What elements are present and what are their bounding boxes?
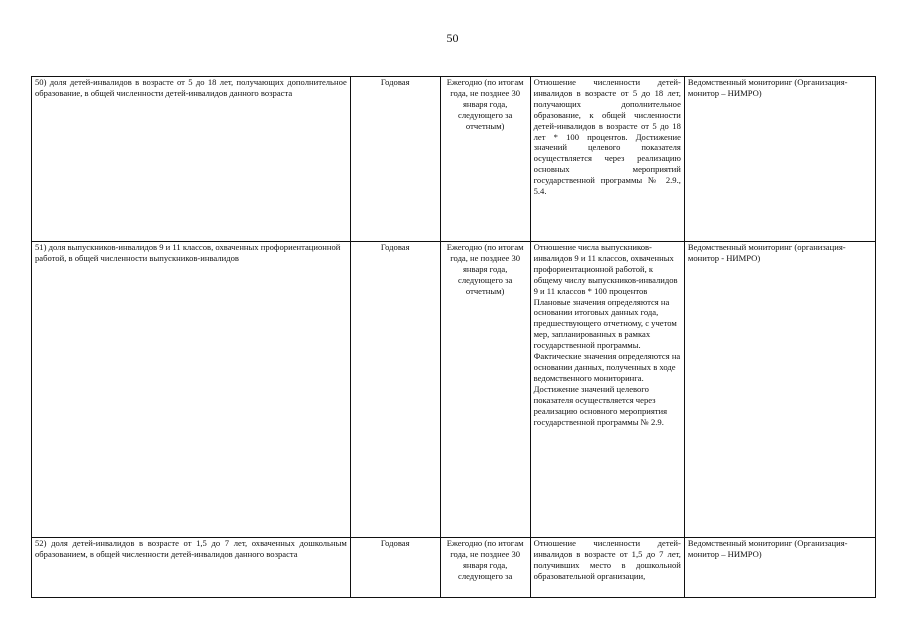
method-cell: Отношение числа выпускников-инвалидов 9 и 11 классов, охваченных профориентационной работой, к общему числу выпускников-инвалидов 9 и 11 классов * 100 процентов Плановые значения определяются на основании итоговых данных года, предшествующего отчетному, с учетом мер, запланированных в рамках государственной программы. Фактические значения определяются на основании данных, полученных в ходе ведомственного мониторинга. Достижение значений целевого показателя осуществляется через реализацию основного мероприятия государственной программы № 2.9. [530,242,684,538]
periodicity-cell: Годовая [350,77,440,242]
method-cell: Отношение численности детей-инвалидов в возрасте от 1,5 до 7 лет, получивших место в дошкольной образовательной организации, [530,538,684,598]
page-number: 50 [446,31,459,45]
periodicity-cell: Годовая [350,242,440,538]
timing-cell: Ежегодно (по итогам года, не позднее 30 января года, следующего за [440,538,530,598]
source-cell: Ведомственный мониторинг (организация-монитор - НИМРО) [684,242,875,538]
table-row [32,538,876,598]
method-cell: Отношение численности детей-инвалидов в возрасте от 5 до 18 лет, получающих дополнительное образование, к общей численности детей-инвалидов в возрасте от 5 до 18 лет * 100 процентов. Достижение значений целевого показателя осуществляется через реализацию основных мероприятий государственной программы № 2.9., 5.4. [530,77,684,242]
source-cell: Ведомственный мониторинг (Организация-монитор – НИМРО) [684,538,875,598]
indicators-table [31,76,876,598]
source-cell: Ведомственный мониторинг (Организация-монитор – НИМРО) [684,77,875,242]
table-row [32,77,876,242]
table-row [32,242,876,538]
timing-cell: Ежегодно (по итогам года, не позднее 30 января года, следующего за отчетным) [440,242,530,538]
periodicity-cell: Годовая [350,538,440,598]
indicator-cell: 50) доля детей-инвалидов в возрасте от 5 до 18 лет, получающих дополнительное образование, в общей численности детей-инвалидов данного возраста [32,77,351,242]
indicator-cell: 51) доля выпускников-инвалидов 9 и 11 классов, охваченных профориентационной работой, в общей численности выпускников-инвалидов [32,242,351,538]
indicator-cell: 52) доля детей-инвалидов в возрасте от 1,5 до 7 лет, охваченных дошкольным образованием, в общей численности детей-инвалидов данного возраста [32,538,351,598]
timing-cell: Ежегодно (по итогам года, не позднее 30 января года, следующего за отчетным) [440,77,530,242]
